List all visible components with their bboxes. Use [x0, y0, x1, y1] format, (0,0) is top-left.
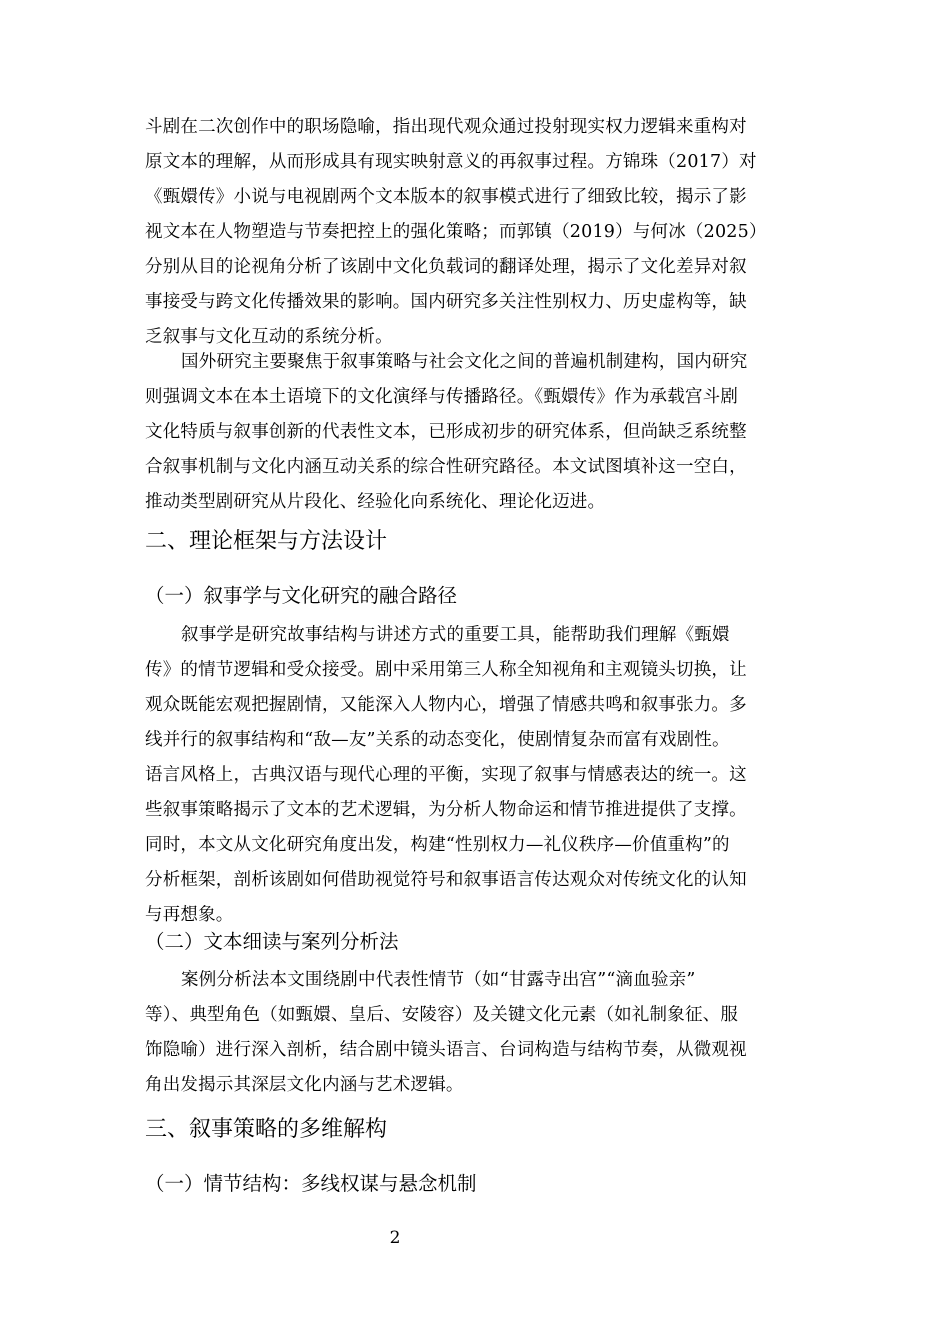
paragraph-line: 观众既能宏观把握剧情，又能深入人物内心，增强了情感共鸣和叙事张力。多 [145, 695, 747, 715]
paragraph-line: 分析框架，剖析该剧如何借助视觉符号和叙事语言传达观众对传统文化的认知 [145, 870, 747, 890]
paragraph-line: 原文本的理解，从而形成具有现实映射意义的再叙事过程。方锦珠（2017）对 [145, 152, 757, 172]
paragraph-line: 斗剧在二次创作中的职场隐喻，指出现代观众通过投射现实权力逻辑来重构对 [145, 117, 747, 137]
paragraph-line: 语言风格上，古典汉语与现代心理的平衡，实现了叙事与情感表达的统一。这 [145, 765, 747, 785]
paragraph-line: 《甄嬛传》小说与电视剧两个文本版本的叙事模式进行了细致比较，揭示了影 [145, 187, 747, 207]
page-number: 2 [389, 1228, 401, 1248]
section-heading: 三、叙事策略的多维解构 [145, 1117, 388, 1142]
paragraph-line: 饰隐喻）进行深入剖析，结合剧中镜头语言、台词构造与结构节奏，从微观视 [145, 1040, 747, 1060]
paragraph-line: 推动类型剧研究从片段化、经验化向系统化、理论化迈进。 [145, 492, 606, 512]
subsection-heading: （二）文本细读与案列分析法 [145, 930, 399, 953]
subsection-heading: （一）叙事学与文化研究的融合路径 [145, 584, 458, 607]
paragraph-line: 文化特质与叙事创新的代表性文本，已形成初步的研究体系，但尚缺乏系统整 [145, 422, 747, 442]
paragraph-line: 乏叙事与文化互动的系统分析。 [145, 327, 393, 347]
paragraph-line: 事接受与跨文化传播效果的影响。国内研究多关注性别权力、历史虚构等，缺 [145, 292, 747, 312]
paragraph-line: 分别从目的论视角分析了该剧中文化负载词的翻译处理，揭示了文化差异对叙 [145, 257, 747, 277]
paragraph-line: 些叙事策略揭示了文本的艺术逻辑，为分析人物命运和情节推进提供了支撑。 [145, 800, 747, 820]
subsection-heading: （一）情节结构：多线权谋与悬念机制 [145, 1172, 477, 1195]
paragraph-line: 传》的情节逻辑和受众接受。剧中采用第三人称全知视角和主观镜头切换，让 [145, 660, 747, 680]
paragraph-line: 等）、典型角色（如甄嬛、皇后、安陵容）及关键文化元素（如礼制象征、服 [145, 1005, 739, 1025]
paragraph-line: 视文本在人物塑造与节奏把控上的强化策略；而郭镇（2019）与何冰（2025） [145, 222, 767, 242]
paragraph-line: 叙事学是研究故事结构与讲述方式的重要工具，能帮助我们理解《甄嬛 [181, 625, 730, 645]
paragraph-line: 案例分析法本文围绕剧中代表性情节（如“甘露寺出宫”“滴血验亲” [181, 970, 696, 990]
paragraph-line: 国外研究主要聚焦于叙事策略与社会文化之间的普遍机制建构，国内研究 [181, 352, 748, 372]
paragraph-line: 与再想象。 [145, 905, 234, 925]
paragraph-line: 同时，本文从文化研究角度出发，构建“性别权力—礼仪秩序—价值重构”的 [145, 835, 730, 855]
paragraph-line: 角出发揭示其深层文化内涵与艺术逻辑。 [145, 1075, 464, 1095]
paragraph-line: 则强调文本在本土语境下的文化演绎与传播路径。《甄嬛传》作为承载宫斗剧 [145, 387, 739, 407]
section-heading: 二、理论框架与方法设计 [145, 529, 388, 554]
paragraph-line: 合叙事机制与文化内涵互动关系的综合性研究路径。本文试图填补这一空白， [145, 457, 747, 477]
paragraph-line: 线并行的叙事结构和“敌—友”关系的动态变化，使剧情复杂而富有戏剧性。 [145, 730, 730, 750]
